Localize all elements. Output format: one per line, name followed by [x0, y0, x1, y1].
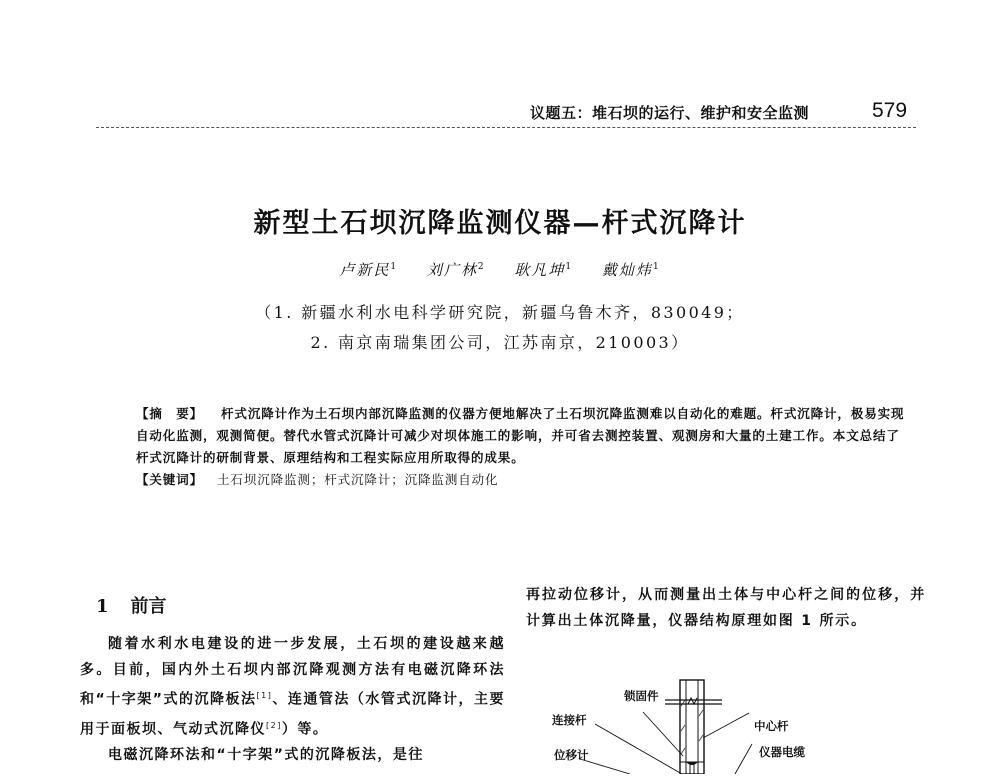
abstract-text: 杆式沉降计作为土石坝内部沉降监测的仪器方便地解决了土石坝沉降监测难以自动化的难题。杆式沉降计，极易实现自动化监测，观测简便。替代水管式沉降计可减少对坝体施工的影响，并可省去测控装置、观测房和大量的土建工作。本文总结了杆式沉降计的研制背景、原理结构和工程实际应用所取得的成果。: [136, 406, 905, 465]
author: [339, 261, 398, 279]
abstract: [136, 403, 906, 469]
section-title: 前言: [130, 596, 167, 617]
author-affil-mark: 1: [390, 262, 399, 272]
affiliation-2: 2. 南京南瑞集团公司，江苏南京，210003）: [310, 333, 690, 352]
abstract-label: 【摘 要】: [136, 406, 204, 421]
author-affil-mark: 1: [652, 262, 661, 272]
paragraph: 再拉动位移计，从而测量出土体与中心杆之间的位移，并计算出土体沉降量，仪器结构原理如图 1 所示。: [526, 587, 926, 629]
figure-label-connecting-rod: 连接杆: [552, 713, 587, 727]
article-title: 新型土石坝沉降监测仪器—杆式沉降计: [253, 208, 747, 239]
section-heading: [96, 592, 167, 618]
figure-label-lock: 锁固件: [624, 689, 659, 703]
author-list: [0, 259, 1000, 280]
author-affil-mark: 1: [565, 262, 574, 272]
header-divider: [96, 127, 916, 128]
citation-ref[interactable]: [1]: [256, 691, 273, 700]
author: [514, 261, 573, 279]
author-name: 刘广林: [426, 261, 478, 279]
author-affil-mark: 2: [477, 262, 486, 272]
figure-label-displacement-meter: 位移计: [554, 748, 589, 762]
author-name: 耿凡坤: [514, 261, 566, 279]
citation-ref[interactable]: [2]: [266, 720, 282, 730]
author-name: 戴灿炜: [601, 261, 653, 279]
author: [427, 261, 486, 279]
keywords-text: 土石坝沉降监测；杆式沉降计；沉降监测自动化: [217, 472, 499, 487]
paragraph-text: 、连通管法（水管式沉降计，主要用于面板坝、气动式沉降仪: [80, 691, 505, 738]
section-number: 1: [96, 596, 109, 617]
figure-1-diagram: [540, 676, 840, 774]
affiliation-1: （1. 新疆水利水电科学研究院，新疆乌鲁木齐，830049；: [255, 303, 745, 322]
paragraph-text: ）等。: [281, 721, 329, 738]
keywords-label: 【关键词】: [136, 472, 204, 487]
author-name: 卢新民: [339, 261, 391, 279]
running-header-title: 议题五：堆石坝的运行、维护和安全监测: [530, 104, 810, 122]
author: [602, 261, 661, 279]
abstract-block: [136, 403, 906, 491]
paragraph: 电磁沉降环法和“十字架”式的沉降板法，是往: [108, 747, 424, 764]
page-number: 579: [872, 99, 908, 122]
keywords: [136, 469, 906, 491]
right-column-body: [526, 582, 926, 634]
paragraph-text: 随着水利水电建设的进一步发展，土石坝的建设越来越多。目前，国内外土石坝内部沉降观测方法有电磁沉降环法和“十字架”式的沉降板法: [80, 636, 505, 708]
figure-label-center-rod: 中心杆: [754, 719, 789, 733]
left-column-body: [80, 631, 505, 768]
figure-label-cable: 仪器电缆: [759, 745, 805, 759]
paragraph: [80, 631, 505, 742]
